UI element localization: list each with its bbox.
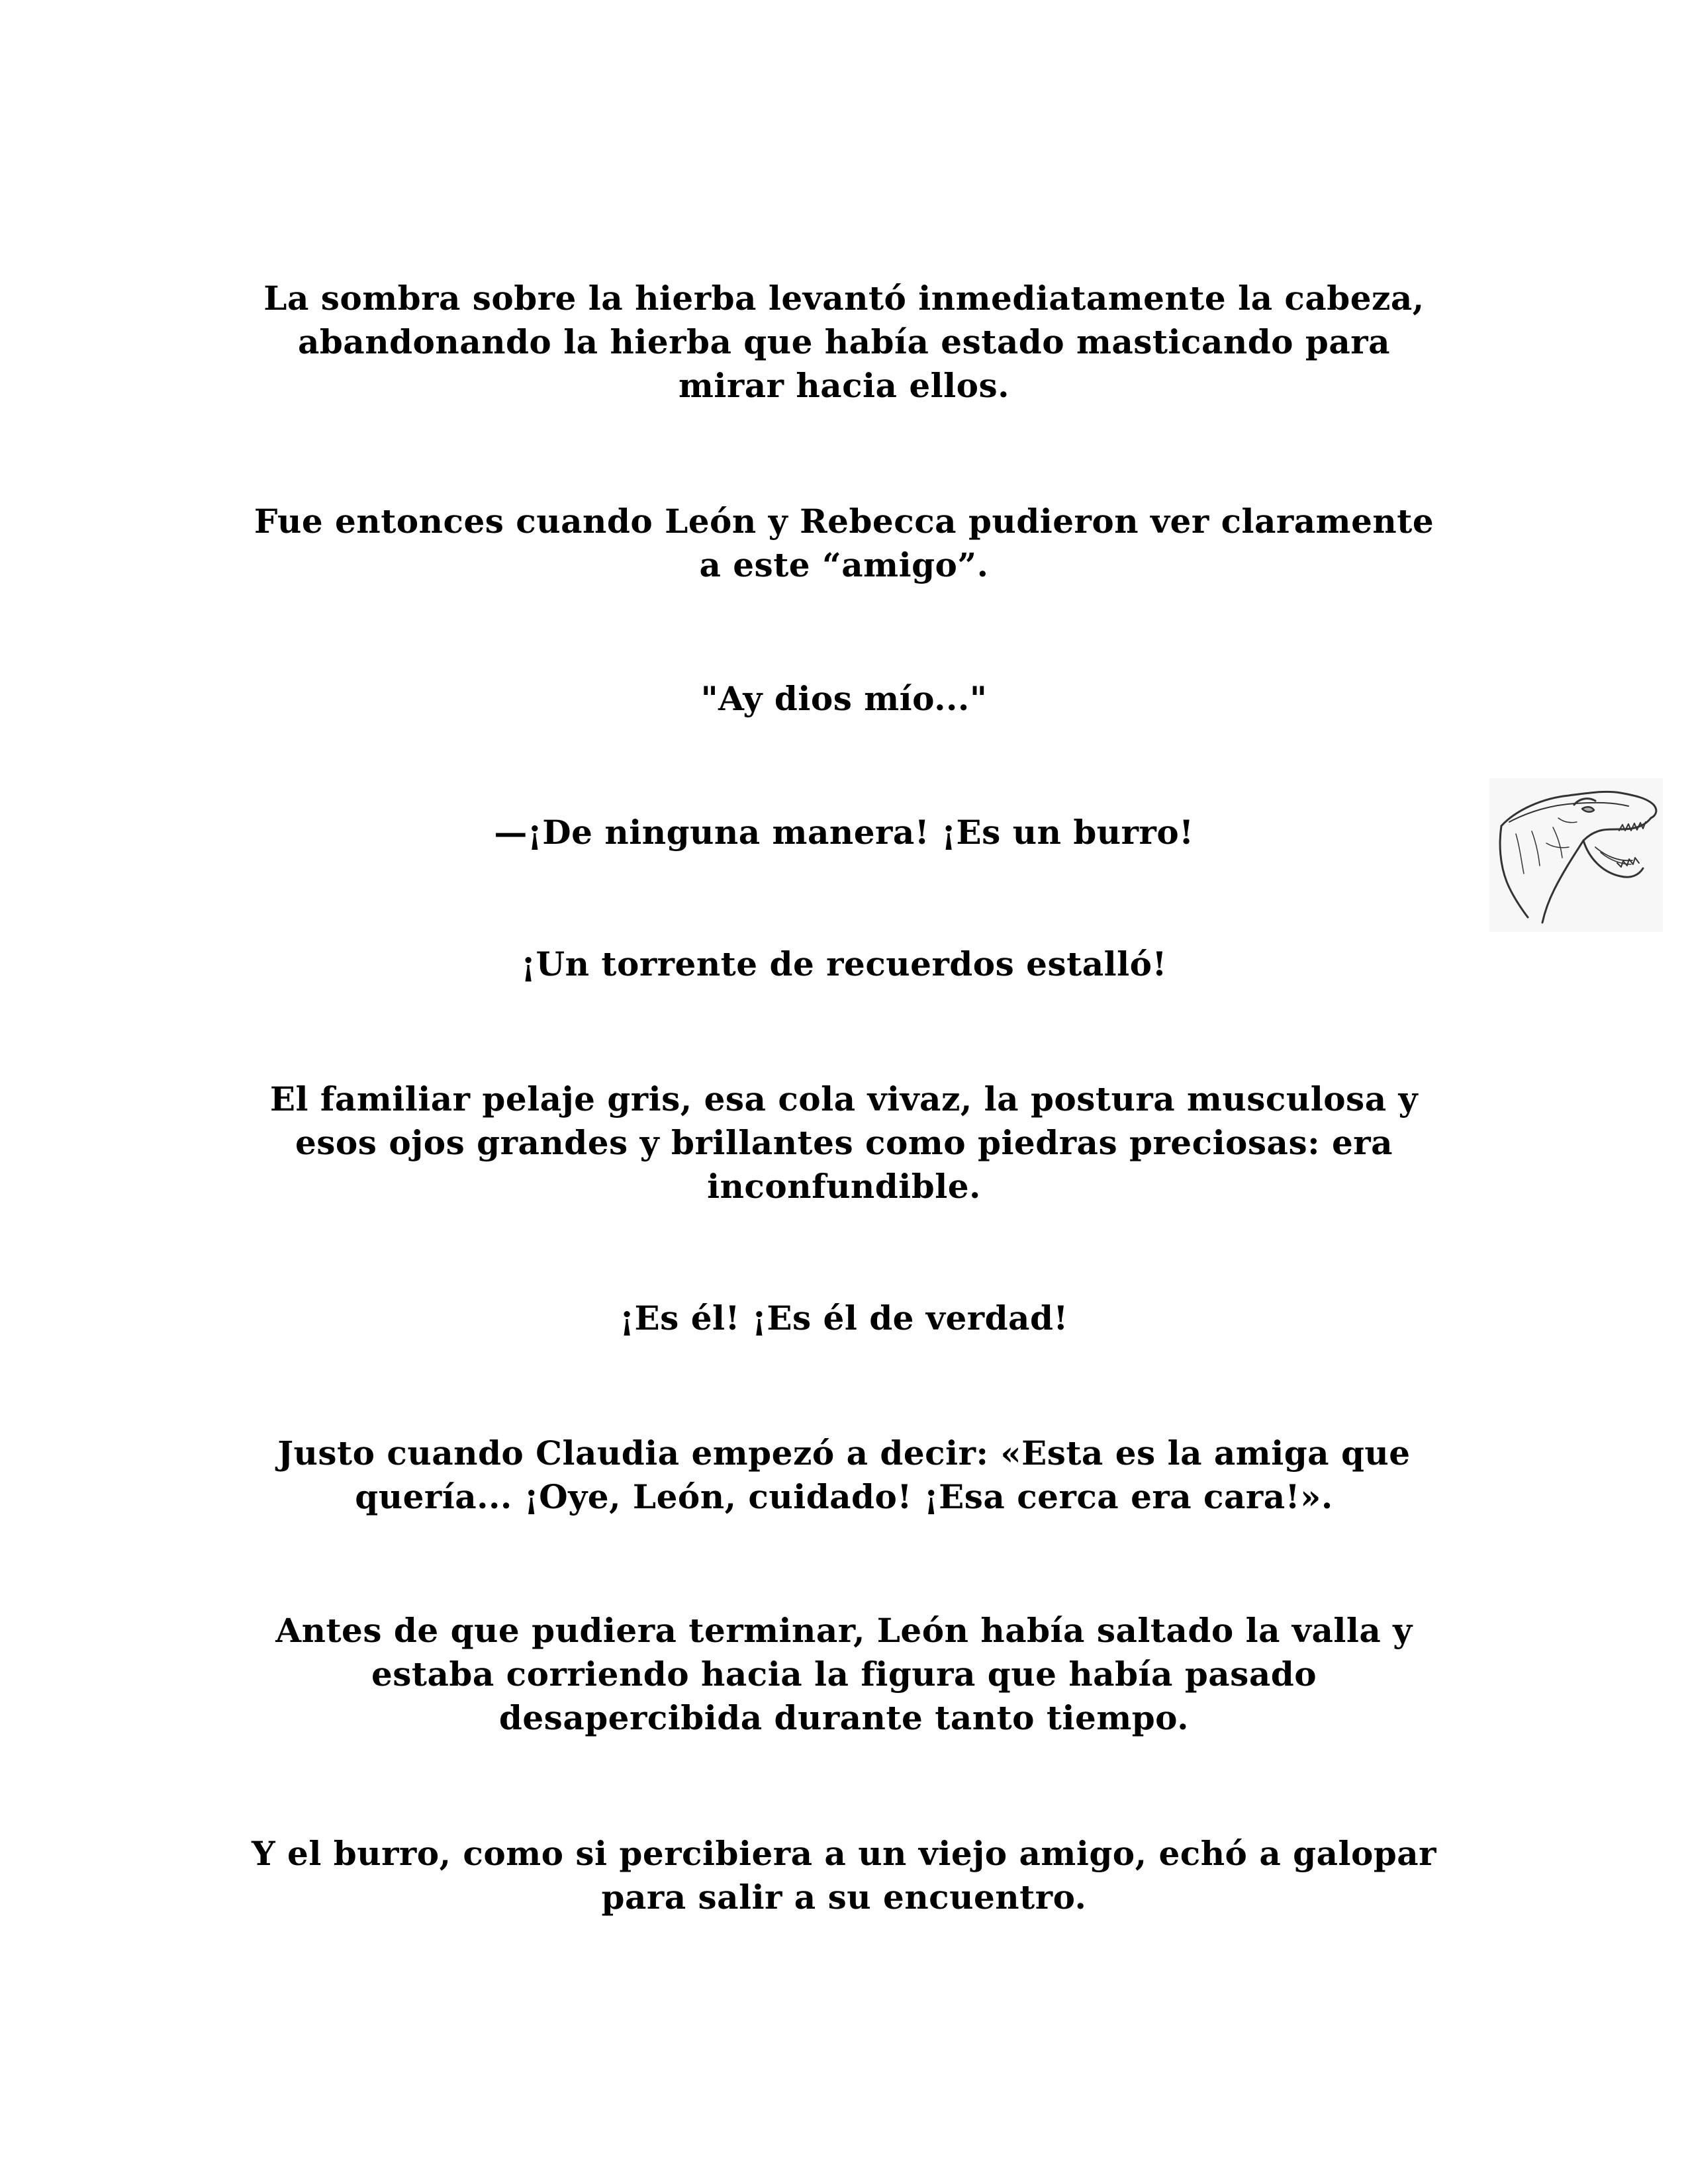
- paragraph-1-line-3: mirar hacia ellos.: [678, 366, 1010, 405]
- paragraph-4: [199, 811, 1489, 854]
- paragraph-6-line-3: inconfundible.: [707, 1167, 981, 1206]
- paragraph-2: [199, 500, 1489, 587]
- paragraph-6-line-1: El familiar pelaje gris, esa cola vivaz, la postura musculosa y: [269, 1079, 1419, 1118]
- paragraph-10-line-2: para salir a su encuentro.: [601, 1878, 1087, 1917]
- paragraph-10-line-1: Y el burro, como si percibiera a un viejo amigo, echó a galopar: [251, 1834, 1437, 1873]
- paragraph-1-line-2: abandonando la hierba que había estado masticando para: [297, 322, 1391, 361]
- paragraph-1-line-1: La sombra sobre la hierba levantó inmediatamente la cabeza,: [263, 279, 1425, 318]
- paragraph-9-line-1: Antes de que pudiera terminar, León había saltado la valla y: [275, 1611, 1413, 1650]
- paragraph-2-line-1: Fue entonces cuando León y Rebecca pudieron ver claramente: [254, 502, 1434, 541]
- paragraph-6: [199, 1077, 1489, 1208]
- paragraph-8-line-2: quería... ¡Oye, León, cuidado! ¡Esa cerca era cara!».: [355, 1477, 1333, 1516]
- paragraph-9-line-3: desapercibida durante tanto tiempo.: [498, 1698, 1190, 1737]
- paragraph-4-line-1: —¡De ninguna manera! ¡Es un burro!: [494, 813, 1194, 852]
- paragraph-6-line-2: esos ojos grandes y brillantes como piedras preciosas: era: [295, 1123, 1393, 1162]
- dinosaur-head-sketch-icon: [1489, 778, 1663, 932]
- paragraph-2-line-2: a este “amigo”.: [699, 545, 989, 584]
- paragraph-7-line-1: ¡Es él! ¡Es él de verdad!: [620, 1298, 1068, 1338]
- paragraph-3-line-1: "Ay dios mío...": [700, 679, 988, 718]
- paragraph-9: [199, 1609, 1489, 1740]
- paragraph-8: [199, 1432, 1489, 1519]
- paragraph-10: [199, 1832, 1489, 1919]
- paragraph-9-line-2: estaba corriendo hacia la figura que había pasado: [371, 1655, 1317, 1694]
- paragraph-3: [199, 677, 1489, 721]
- paragraph-7: [199, 1297, 1489, 1340]
- paragraph-1: [199, 277, 1489, 408]
- paragraph-5-line-1: ¡Un torrente de recuerdos estalló!: [521, 944, 1167, 983]
- paragraph-5: [199, 942, 1489, 986]
- paragraph-8-line-1: Justo cuando Claudia empezó a decir: «Esta es la amiga que: [277, 1433, 1411, 1473]
